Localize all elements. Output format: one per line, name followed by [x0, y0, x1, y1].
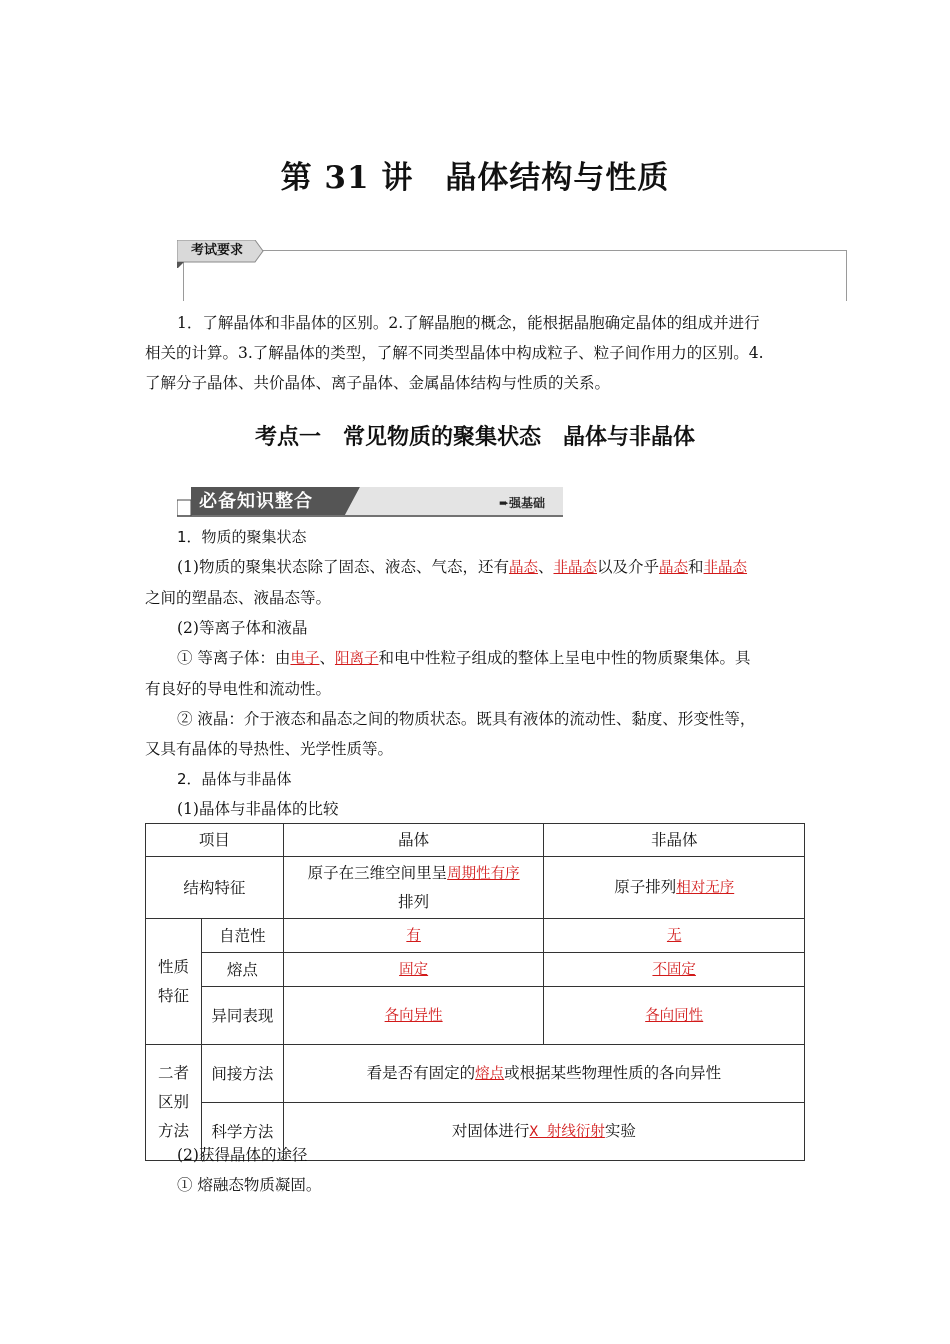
text: 排列: [398, 893, 430, 911]
cell-crystal: [283, 953, 544, 987]
requirements-line: 相关的计算。3.了解晶体的类型，了解不同类型晶体中构成粒子、粒子间作用力的区别。4.: [145, 344, 764, 362]
table-row: [146, 987, 805, 1045]
requirements-box: [183, 250, 847, 301]
row-sublabel: 科学方法: [201, 1103, 283, 1161]
cell-noncrystal-structure: [544, 857, 805, 919]
requirements-tab-label: 考试要求: [190, 243, 243, 258]
cell-crystal: [283, 919, 544, 953]
text: 实验: [604, 1122, 636, 1140]
text: ① 等离子体：由: [177, 649, 291, 667]
answer-blank: 相对无序: [676, 880, 735, 896]
answer-blank: 晶态: [659, 560, 688, 576]
section-title: 考点一 常见物质的聚集状态 晶体与非晶体: [254, 424, 695, 450]
answer-blank: 非晶态: [703, 560, 748, 576]
text: 原子排列: [614, 878, 677, 896]
answer-blank: 非晶态: [553, 560, 597, 576]
text: 看是否有固定的: [366, 1064, 476, 1082]
text: 或根据某些物理性质的各向异性: [504, 1064, 722, 1082]
text: 原子在三维空间里呈: [307, 864, 448, 882]
row-label-properties: 性质特征: [146, 919, 202, 1045]
answer-blank: 各向同性: [645, 1008, 704, 1024]
text: 、: [319, 649, 335, 667]
table-row: [146, 919, 805, 953]
requirements-line: 1．了解晶体和非晶体的区别。2.了解晶胞的概念，能根据晶胞确定晶体的组成并进行: [177, 314, 760, 332]
row-sublabel: 熔点: [201, 953, 283, 987]
header-item: 项目: [146, 824, 284, 857]
banner-right-label: ➨强基础: [499, 496, 546, 510]
cell-noncrystal: [544, 953, 805, 987]
answer-blank: 电子: [290, 651, 320, 667]
answer-blank: 不固定: [652, 962, 696, 978]
answer-blank: 周期性有序: [447, 866, 520, 882]
header-noncrystal: 非晶体: [544, 824, 805, 857]
cell-noncrystal: [544, 987, 805, 1045]
answer-blank: 无: [666, 928, 682, 944]
row-label-structure: 结构特征: [146, 857, 284, 919]
header-crystal: 晶体: [283, 824, 544, 857]
part1-paragraph-2: (2)等离子体和液晶: [177, 619, 308, 637]
requirements-line: 了解分子晶体、共价晶体、离子晶体、金属晶体结构与性质的关系。: [145, 374, 611, 392]
text: 、: [537, 558, 554, 576]
cell-noncrystal: [544, 919, 805, 953]
table-row: [146, 857, 805, 919]
table-header-row: [146, 824, 805, 857]
row-sublabel: 异同表现: [201, 987, 283, 1045]
part1-heading: 1．物质的聚集状态: [177, 528, 307, 546]
row-sublabel: 间接方法: [201, 1045, 283, 1103]
row-label-distinguish: 二者区别方法: [146, 1045, 202, 1161]
answer-blank: 熔点: [475, 1066, 505, 1082]
cell-crystal-structure: [283, 857, 544, 919]
cell-crystal: [283, 987, 544, 1045]
part1-paragraph-4: ② 液晶：介于液态和晶态之间的物质状态。既具有液体的流动性、黏度、形变性等，: [177, 710, 756, 728]
part1-paragraph-3: [145, 643, 815, 674]
banner-label: 必备知识整合: [199, 491, 313, 512]
answer-blank: X 射线衍射: [529, 1124, 605, 1140]
text: (1)物质的聚集状态除了固态、液态、气态，还有: [177, 558, 509, 576]
answer-blank: 晶态: [508, 560, 538, 576]
knowledge-banner: [177, 486, 565, 518]
part2-paragraph-2: (2)获得晶体的途径: [177, 1146, 308, 1164]
text: 和电中性粒子组成的整体上呈电中性的物质聚集体。具: [378, 649, 751, 667]
text: 和: [688, 558, 704, 576]
table-row: [146, 953, 805, 987]
cell-indirect-method: [283, 1045, 804, 1103]
row-sublabel: 自范性: [201, 919, 283, 953]
requirements-tab: [177, 240, 263, 262]
page-title: 第 31 讲 晶体结构与性质: [280, 160, 670, 196]
part2-paragraph-1: (1)晶体与非晶体的比较: [177, 800, 339, 818]
answer-blank: 固定: [399, 962, 429, 978]
answer-blank: 有: [406, 928, 421, 944]
part2-tail: [145, 1140, 815, 1200]
table-row: [146, 1045, 805, 1103]
part1-paragraph-3-cont: 有良好的导电性和流动性。: [145, 680, 332, 698]
part1-paragraph-4-cont: 又具有晶体的导热性、光学性质等。: [145, 740, 394, 758]
comparison-table: [145, 823, 805, 1161]
answer-blank: 阳离子: [334, 651, 379, 667]
part1-paragraph-1-cont: 之间的塑晶态、液晶态等。: [145, 589, 332, 607]
requirements-text: [145, 308, 815, 398]
part1-paragraph-1: [145, 552, 815, 583]
answer-blank: 各向异性: [384, 1008, 443, 1024]
part2-heading: 2．晶体与非晶体: [177, 770, 292, 788]
text: 对固体进行: [451, 1122, 530, 1140]
part1-block: [145, 522, 815, 824]
text: 以及介乎: [596, 558, 659, 576]
part2-paragraph-3: ① 熔融态物质凝固。: [177, 1176, 322, 1194]
